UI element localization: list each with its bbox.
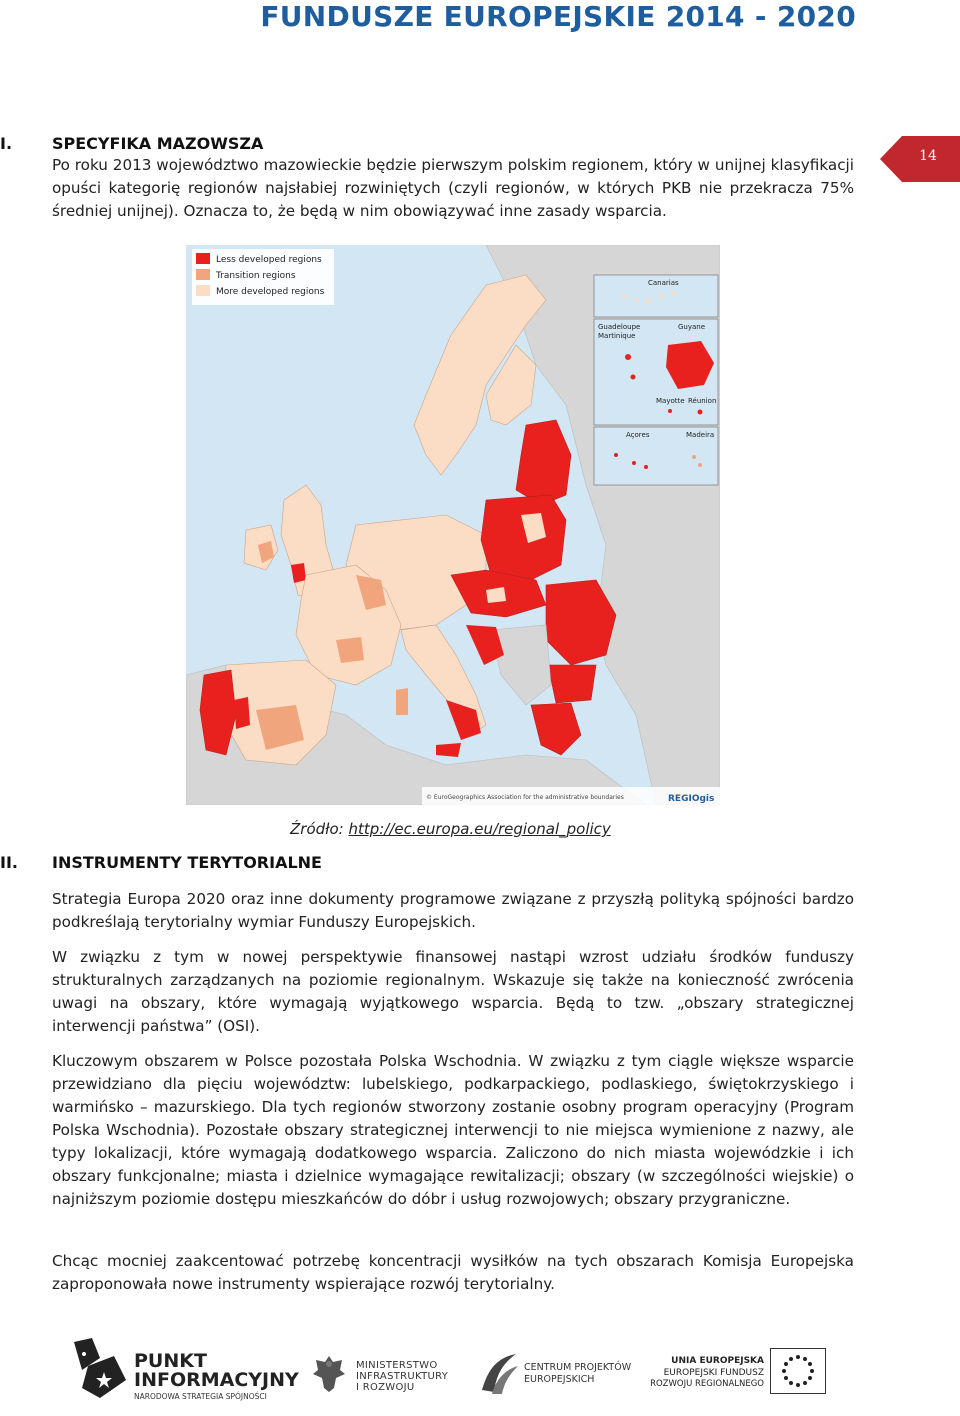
centrum-line1: CENTRUM PROJEKTÓW <box>524 1362 632 1373</box>
map-copyright: © EuroGeographics Association for the administrative boundaries <box>426 794 624 801</box>
punkt-line1: PUNKT <box>134 1350 207 1372</box>
cpe-logo-icon <box>478 1350 520 1396</box>
ministry-line1: MINISTERSTWO <box>356 1360 438 1371</box>
inset-martinique-label: Martinique <box>598 332 636 340</box>
legend-more-swatch <box>196 285 210 296</box>
section-2-title: INSTRUMENTY TERYTORIALNE <box>52 853 322 872</box>
footer-logos <box>0 1326 960 1416</box>
section-2-paragraph-1: Strategia Europa 2020 oraz inne dokumenty programowe związane z przyszłą polityką spójności bardzo podkreślają terytorialny wymiar Funduszy Europejskich. <box>52 890 854 931</box>
eu-line1: UNIA EUROPEJSKA <box>671 1356 764 1366</box>
punkt-informacyjny-logo <box>70 1336 132 1406</box>
inset-guyane-label: Guyane <box>678 323 706 331</box>
source-label: Źródło: <box>290 820 349 838</box>
eu-flag-icon <box>770 1348 826 1394</box>
map-source <box>290 820 611 838</box>
inset-madeira-label: Madeira <box>686 431 715 439</box>
eu-regions-map <box>186 245 720 805</box>
section-1-paragraph: Po roku 2013 województwo mazowieckie będzie pierwszym polskim regionem, który w unijnej klasyfikacji opuści kategorię regionów najsłabiej rozwiniętych (czyli regionów, w których PKB nie przekracza 75% średniej unijnej). Oznacza to, że będą w nim obowiązywać inne zasady wsparcia. <box>52 156 854 220</box>
legend-transition-label: Transition regions <box>216 271 296 281</box>
inset-mayotte-label: Mayotte <box>656 397 685 405</box>
source-link[interactable]: http://ec.europa.eu/regional_policy <box>348 820 611 838</box>
legend-more-label: More developed regions <box>216 287 325 297</box>
section-2-paragraph-4: Chcąc mocniej zaakcentować potrzebę koncentracji wysiłków na tych obszarach Komisja Europejska zaproponowała nowe instrumenty wspierające rozwój terytorialny. <box>52 1252 854 1293</box>
eu-line3: ROZWOJU REGIONALNEGO <box>650 1379 764 1389</box>
inset-guadeloupe-label: Guadeloupe <box>598 323 641 331</box>
document-header-title: FUNDUSZE EUROPEJSKIE 2014 - 2020 <box>260 0 856 33</box>
eu-line2: EUROPEJSKI FUNDUSZ <box>663 1368 764 1378</box>
map-brand: REGIOgis <box>668 794 715 804</box>
page-number: 14 <box>919 148 937 164</box>
legend-transition-swatch <box>196 269 210 280</box>
ministry-line2: INFRASTRUKTURY <box>356 1371 449 1382</box>
section-2-number: II. <box>0 853 18 872</box>
section-1-title: SPECYFIKA MAZOWSZA <box>52 134 264 153</box>
inset-reunion-label: Réunion <box>688 397 717 405</box>
punkt-line2: INFORMACYJNY <box>134 1369 299 1391</box>
inset-acores-label: Açores <box>626 431 650 439</box>
section-2-paragraph-2: W związku z tym w nowej perspektywie finansowej nastąpi wzrost udziału środków funduszy strukturalnych zarządzanych na poziomie regionalnym. Wskazuje się także na konieczność zwrócenia uwagi na obszary, które wymagają wyjątkowego wsparcia. Będą to tzw. „obszary strategicznej interwencji państwa” (OSI). <box>52 948 854 1035</box>
legend-less-swatch <box>196 253 210 264</box>
centrum-line2: EUROPEJSKICH <box>524 1374 595 1385</box>
legend-less-label: Less developed regions <box>216 255 322 265</box>
eagle-emblem-icon <box>312 1354 346 1394</box>
page-number-badge <box>880 136 960 182</box>
section-2-paragraph-3: Kluczowym obszarem w Polsce pozostała Polska Wschodnia. W związku z tym ciągle większe wsparcie przewidziano dla pięciu województw: lubelskiego, podkarpackiego, podlaskiego, świętokrzyskiego i warmińsko – mazurskiego. Dla tych regionów stworzony zostanie osobny program operacyjny (Program Polska Wschodnia). Pozostałe obszary strategicznej interwencji to nie miejsca wymienione z nazwy, ale typy lokalizacji, które wymagają dodatkowego wsparcia. Zaliczono do nich miasta wojewódzkie i ich obszary funkcjonalne; miasta i dzielnice wymagające rewitalizacji; obszary (w szczególności wiejskie) o najniższym poziomie dostępu mieszkańców do dóbr i usług rozwojowych; obszary przygraniczne. <box>52 1052 854 1208</box>
ministry-line3: I ROZWOJU <box>356 1382 415 1393</box>
map-poland <box>481 495 566 580</box>
section-1-number: I. <box>0 134 13 153</box>
inset-canarias-label: Canarias <box>648 279 679 287</box>
punkt-line3: NARODOWA STRATEGIA SPÓJNOŚCI <box>134 1392 267 1401</box>
